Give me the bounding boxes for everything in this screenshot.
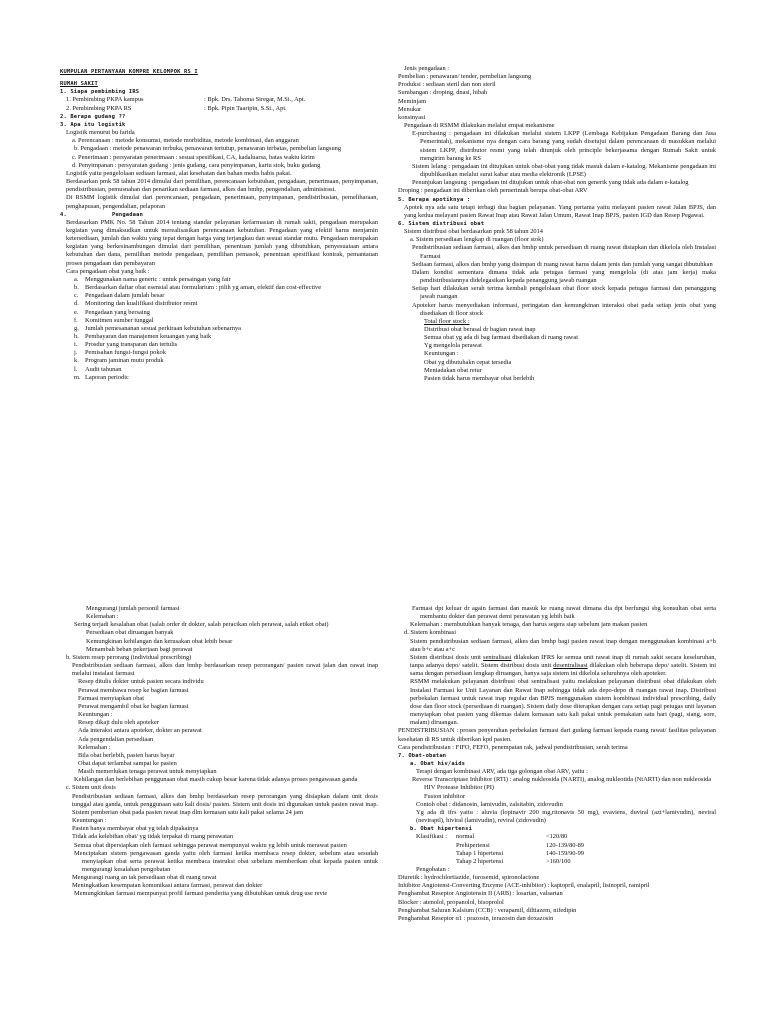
jenis-pengadaan-title: Jenis pengadaan :: [404, 65, 450, 72]
list-marker: b.: [74, 284, 79, 292]
pembimbing-label: 1. Pembimbing PKPA kampus: [66, 96, 144, 104]
logistik-paragraph: Di RSMM logistik dimulai dari perencanaan, pengadaan, penerimaan, penyimpanan, pendistribusian, pemeliharaan, penghapusan, pengendalian, pelaporan: [66, 194, 378, 210]
jenis-pengadaan-line: Pembelian : penawaran/ tender, pembelian langsung: [398, 73, 532, 81]
jenis-pengadaan-line: Meminjam: [398, 97, 427, 105]
pengobatan-label: Pengobatan :: [416, 866, 450, 873]
mekanisme-paragraph: Sistem lelang : pengadaan ini ditujukan untuk obat-obat yang tidak masuk dalam e-katalog. Mekanisme pengadaan ini dipublikasikan melalui surat kabar atau media elektronik (LPSE): [412, 162, 716, 179]
document-title: KUMPULAN PERTANYAAN KOMPRE KELOMPOK RS I: [60, 69, 198, 75]
pendistribusian-paragraph: Cara pendistribusian : FIFO, FEFO, penempatan rak, jadwal pendistribusian, serah terima: [398, 743, 628, 751]
obat-hiv-line: Yg ada di ifrs yaitu : aluvia (lopinavir 200 mg,ritonavis 50 mg), evaviens, duviral (azt+lamivudin), neviral (neviraptl), hiviral (lamivudin), reviral (zidovudin): [416, 808, 716, 825]
klasifikasi-value: 120-139/80-89: [546, 841, 584, 849]
list-item: [60, 276, 378, 284]
section-3-title: 3. Apa itu logistik: [60, 121, 126, 128]
unit-dosis-line: Kelemahan : membutuhkan banyak tenaga, dan harus segera siap sebelum jam makan pasien: [410, 621, 648, 629]
logistik-item: c. Penerimaan : persyaratan penerimaan : sesuai spesifikasi, CA, kadaluarsa, batas waktu kirim: [72, 153, 315, 161]
resep-line: Masih memerlukan tenaga perawat untuk menyiapkan: [78, 768, 217, 776]
list-item: [60, 366, 378, 374]
kombinasi-paragraph: RSMM melakukan pelayanan distribusi obat sentralisasi yaitu melakukan pelayanan distribusi obat dilakukan oleh Instalasi Farmasi ke Unit Layanan dan Rawat Inap sehingga tidak ada depo-depo di ruangan rawat inap. Distribusi perbekalan farmasi untuk rawat inap regular dan BPJS menggunakan sistem kombinasi individual prescribing, daily dose dan floor stock (persediaan di ruangan). Sistem daily dose diterapkan dengan cara setiap pagi petugas unit layanan menyiapkan obat pasien yang dikemas dalam kemasan satu kali pakai untuk pemakaian satu hari (pagi, siang, sore, malam) diruangan.: [410, 678, 716, 727]
logistik-item: d. Penyimpanan : persyaratan gudang : jenis gudang, cara penyimpanan, kartu stok, buku gudang: [72, 161, 321, 169]
list-marker: l.: [74, 365, 78, 373]
floor-stock-line: Menambah beban pekerjaan bagi perawat: [86, 645, 193, 653]
obat-hiv-line: Terapi dengan kombinasi ARV, ada tiga golongan obat ARV, yaitu :: [416, 768, 588, 776]
list-marker: j.: [74, 349, 78, 357]
distribusi-paragraph: Pendistribusian sediaan farmasi, alkes dan bmhp berdasarkan resep perorangan/ pasien rawat jalan dan rawat inap melalui instalasi farmasi: [72, 662, 378, 678]
mekanisme-intro: Pengadaan di RSMM dilakukan melalui empat mekanisme: [404, 122, 555, 130]
list-text: Berdasarkan daftar obat esensial atau formularium : pilih yg aman, efektif dan cost-effective: [85, 284, 322, 292]
pembimbing-row: [60, 105, 378, 113]
list-marker: f.: [74, 316, 78, 324]
distribusi-paragraph: Apoteker harus menyediakan informasi, peringatan dan kemungkinan interaksi obat pada setiap jenis obat yang disediakan di floor stock: [412, 301, 716, 317]
pengadaan-list: [60, 276, 378, 382]
list-marker: i.: [74, 341, 78, 349]
unit-dosis-line: Mengurangi ruang an tak persediaan obat di ruang rawat: [72, 874, 217, 882]
distribusi-subheading: a. Sistem persediaan lengkap di ruangan (floor stok): [410, 236, 544, 244]
section-5-title: 5. Berapa apotiknya :: [398, 196, 471, 203]
logistik-paragraph: Berdasarkan pmk 58 tahun 2014 dimulai dari pemilihan, perencanaan kebutuhan, pengadaan, penerimaan, penyimpanan, pendistribusian, pemusnahan dan penarikan sediaan farmasi, alkes dan bmhp, pengendalian, administrasi.: [66, 178, 378, 194]
distribusi-paragraph: Dalam kondisi sementara dimana tidak ada petugas farmasi yang mengelola (di atas jam kerja) maka pendistribusiannya didelegasikan kepada penanggung jawab ruangan: [412, 268, 716, 285]
unit-dosis-line: Pasien hanya membayar obat yg telah dipakainya: [72, 825, 199, 833]
list-item: [60, 341, 378, 349]
resep-line: Bila obat berlebih, pasien harus bayar: [78, 751, 175, 759]
klasifikasi-row: [398, 850, 716, 858]
left-column-bottom: [60, 605, 378, 899]
mekanisme-paragraph: Penunjukan langsung : pengadaan ini ditujukan untuk obat-obat non generik yang tidak ada dalam e-katalog: [412, 179, 689, 187]
rs-heading: RUMAH SAKIT: [60, 81, 98, 88]
unit-dosis-line: Meningkatkan kesempatan komunikasi antara farmasi, perawat dan dokter: [72, 882, 263, 890]
list-text: Komitmen sumber tunggal: [85, 316, 154, 324]
pengadaan-paragraph: Berdasarkan PMK No. 58 Tahun 2014 tentang standar pelayanan kefarmasian di rumah sakit, pengadaan merupakan kegiatan yang dimaksudkan untuk merealisasikan perencanaan kebutuhan. Pengadaan yang efektif harus menjamin ketersediaan, jumlah dan waktu yang tepat dengan harga yang terjangkau dan sesuai standar mutu. Pengadaan merupakan kegiatan yang berkesinambungan dimulai dari pemilihan, penentuan jumlah yang dibutuhkan, penyesuaiaan antara kebutuhan dan dana, pemilihan metode pengadaan, pemilihan pemasok, penentuan spesifikasi kontrak, pemantauan proses pengadaan dan pembayaran: [66, 218, 378, 267]
section-4-title-row: [60, 211, 378, 219]
floor-stock-line: Pasien tidak harus membayar obat berlebih: [424, 374, 535, 382]
klasifikasi-value: <120/80: [546, 833, 568, 841]
distribusi-subheading: b. Sistem resep perorang (individual prescribing): [66, 653, 192, 661]
floor-stock-line: Keuntungan :: [424, 350, 459, 358]
resep-line: Ada pengendalian persediaan: [78, 735, 154, 743]
obat-hiv-heading: a. Obat hiv/aids: [410, 760, 466, 767]
klasifikasi-value: 140-159/90-99: [546, 849, 584, 857]
list-text: Menggunakan nama generic : untuk persaingan yang fair: [85, 275, 231, 283]
list-item: [60, 292, 378, 300]
klasifikasi-row: [398, 833, 716, 841]
left-column-top: [60, 68, 378, 382]
resep-line: Perawat membawa resep ke bagian farmasi: [78, 686, 189, 694]
obat-hipertensi-line: Inhibitor Angiotensi-Converting Enzyme (ACE-inhibitor) : kaptopril, enalapril, lisinopril, ramipril: [398, 882, 650, 890]
distribusi-paragraph: Setiap hari dilakukan serah terima kembali pengelolaan obat floor stock kepada petugas farmasi dan penanggung jawab ruangan: [412, 285, 716, 301]
apotik-paragraph: Apotek nya ada satu tetapi terbagi dua bagian pelayanan. Yang pertama yaitu melayani pasien rawat Jalan BPJS, dan yang kedua melayani pasien Rawat Inap atau Rawat Jalan Umum, Rawat Inap BPJS, pasien IGD dan Resep Pegawai.: [404, 203, 716, 219]
kombinasi-paragraph: [398, 654, 716, 678]
list-marker: e.: [74, 308, 79, 316]
list-text: Prosdur yang transparan dan tertulis: [85, 341, 178, 349]
kombinasi-paragraph: Sistem pendistribusian sediaan farmasi, alkes dan bmhp bagi pasien rawat inap dengan menggunakan kombinasi a+b atau b+c atau a+c: [410, 637, 716, 653]
list-marker: m.: [74, 373, 81, 381]
list-marker: a.: [74, 275, 79, 283]
unit-dosis-paragraph: Farmasi dpt keluar dr again farmasi dan masuk ke ruang rawat dimana dia dpt berfungsi sbg konsultan obat serta membantu dokter dan perawat demi perawatan yg lebih baik: [412, 605, 716, 621]
logistik-paragraph: Logistik yaitu pengelolaan sediaan farmasi, alat kesehatan dan bahan medis habis pakai.: [66, 169, 292, 177]
resep-line: Perawat mengambil obat ke bagian farmasi: [78, 702, 189, 710]
list-text: Program jaminan mutu produk: [85, 357, 164, 365]
floor-stock-line: Kemungkinan kehilangan dan kerusakan obat lebih besar: [86, 637, 233, 645]
resep-line: Ada interaksi antara apoteker, dokter an perawat: [78, 727, 202, 735]
section-1-title: 1. Siapa pembimbing IRS: [60, 89, 140, 96]
list-item: [60, 325, 378, 333]
list-text: Laporan periodic: [85, 373, 129, 381]
kombinasi-text: dilakukan IFRS ke semua unit rawat inap di rumah sakit secara keseluruhan, tanpa adanya depo/ satelit. Sistem distribusi dosis unit: [410, 653, 716, 670]
pendistribusian-paragraph: PENDISTRIBUSIAN : proses penyerahan perbekalan farmasi dari gudang farmasi kepada ruang rawat/ fasilitas pelayanan kesehatan di RS untuk diberikan kpd pasien.: [398, 727, 716, 743]
list-marker: c.: [74, 292, 79, 300]
klasifikasi-key: normal: [456, 833, 475, 841]
distribusi-subheading: d. Sistem kombinasi: [404, 629, 457, 637]
sentralisasi-term: sentralisasi: [483, 653, 512, 661]
right-column-bottom: [398, 605, 716, 923]
resep-line: Keuntungan :: [78, 711, 113, 719]
list-marker: d.: [74, 300, 79, 308]
distribusi-intro: Sistem distribusi obat berdasarkan pmk 58 tahun 2014: [404, 228, 543, 236]
obat-hiv-line: HIV Protease Inhibitor (PI): [424, 784, 494, 792]
unit-dosis-paragraph: Semua obat dipersiapkan oleh farmasi sehingga perawat mempunyai waktu yg lebih untuk merawat pasien: [74, 841, 347, 849]
section-6-title: 6. Sistem distribusi obat: [398, 220, 485, 227]
list-text: Pembayaran dan manajemen keuangan yang baik: [85, 333, 212, 340]
floor-stock-line: Obat yg dibutuhakn cepat tersedia: [424, 358, 512, 366]
klasifikasi-row: [398, 858, 716, 866]
floor-stock-line: Kelemahan :: [86, 613, 119, 621]
kombinasi-text: dilakukan oleh beberapa depo/ satelit. Sistem ini sama dengan persediaan lengkap diruangan, hanya saja sistem ini dikelola seluruhnya oleh apoteker.: [410, 662, 716, 678]
floor-stock-line: Meniadakan obat retur: [424, 366, 482, 374]
floor-stock-line: Semua obat yg ada di bag farmasi disediakan di ruang rawat: [424, 334, 579, 342]
floor-stock-paragraph: Sering terjadi kesalahan obat (salah order dr dokter, salah peracikan oleh perawat, salah etiket obat): [74, 621, 329, 629]
list-marker: h.: [74, 333, 79, 340]
section-2-title: 2. Berapa gudang ??: [60, 113, 126, 120]
mekanisme-paragraph: E-purchasing : pengadaan ini dilakukan melalui sistem LKPP (Lembaga Kebijakan Pengadaan Barang dan Jasa Pemerintah), mekanisme nya dengan cara barang yang sudah disetujui dalam perencanaan di masukkan melalui sistem LKPP, distributor resmi yang telah ditunjuk oleh principle bekerjasama dengan Rumah Sakit untuk mengirim barang ke RS: [412, 130, 716, 162]
floor-stock-line: Persediaan obat diruangan banyak: [86, 629, 174, 637]
obat-hipertensi-line: Penghambat Reseptor Angiotensin II (ARB) : losartan, valsartan: [398, 890, 563, 898]
distribusi-subheading: c. Sistem unit dosis: [66, 784, 116, 792]
klasifikasi-row: [398, 842, 716, 850]
resep-paragraph: Kehilangan dan berlebihan penggunaan obat masih cukup besar karena tidak adanya proses pengawasan ganda: [74, 776, 358, 784]
floor-stock-line: Yg mengelola perawat: [424, 342, 482, 350]
distribusi-paragraph: Sediaan farmasi, alkes dan bmhp yang disimpan di ruang rawat harus dalam jenis dan jumlah yang sangat dibutuhkan: [412, 260, 713, 268]
obat-hipertensi-heading: b. Obat hipertensi: [410, 826, 473, 833]
obat-hiv-line: Reverse Transcriptase Inhibitor (RTI) : analog nukleosida (NARTI), analog nukleotida (NtARTI) dan non nukleosida: [412, 776, 712, 784]
list-marker: k.: [74, 357, 79, 365]
unit-dosis-line: Tidak ada kelebihan obat/ yg tidak terpakai di ruang perawatan: [72, 833, 234, 841]
jenis-pengadaan-line: konsinyasi: [398, 113, 426, 121]
list-text: Pengadaan yang bersaing: [85, 308, 150, 316]
list-item: [60, 317, 378, 325]
list-item: [60, 300, 378, 308]
mekanisme-paragraph: Droping : pengadaan ini diberikan oleh pemerintah berupa obat-obat ARV: [398, 187, 588, 195]
list-item: [60, 349, 378, 357]
unit-dosis-paragraph: Memungkinkan farmasi mempunyai profil farmasi penderita yang dibutuhkan untuk drug use revie: [74, 890, 328, 898]
obat-hipertensi-line: Penghambat Saluran Kalsium (CCB) : verapamil, diltiazem, nifedipin: [398, 906, 577, 914]
unit-dosis-paragraph: Pendistribusian sediaan farmasi, alkes dan bmhp berdasarkan resep perorangan yang disiapkan dalam unit dosis tunggal atau ganda, untuk penggunaan satu kali dosis/ pasien. Sistem unit dosis ini digunakan untuk pasien rawat inap. Sistem pemberian obat pada pasien rawat inap dlm kemasan satu kali pakai selama 24 jam: [72, 792, 378, 816]
jenis-pengadaan-line: Menukar: [398, 105, 422, 113]
unit-dosis-paragraph: Menciptakan sistem pengawasan ganda yaitu oleh farmasi ketika membaca resep dokter, sebelum atau sesudah menyiapkan obat serta perawat ketika membaca instruksi obat sebelum memberikan obat kepada pasien untuk mengurangi kesalahan pengobatan: [74, 849, 378, 873]
section-4-number: 4.: [60, 211, 67, 218]
list-text: Pengadaan dalam jumlah besar: [85, 292, 165, 300]
list-item: [60, 333, 378, 341]
klasifikasi-value: >160/100: [546, 857, 571, 865]
obat-hipertensi-line: Diuretik : hydrochlortiazide, furosemid, spironolactone: [398, 874, 540, 882]
pembimbing-label: 2. Pembimbing PKPA RS: [66, 104, 132, 112]
section-4-title: Pengadaan: [112, 211, 144, 218]
pembimbing-value: : Bpk. Drs. Tahoma Siregar, M.Si., Apt.: [204, 96, 306, 104]
desentralisasi-term: desentralisasi: [553, 662, 588, 670]
klasifikasi-label: Klasifikasi :: [416, 833, 448, 841]
resep-line: Resep dikaji dulu oleh apoteker: [78, 719, 159, 727]
list-text: Pemisahan fungsi-fungsi pokok: [85, 349, 166, 357]
list-item: [60, 357, 378, 365]
jenis-pengadaan-line: Sumbangan : droping, dnasi, hibah: [398, 89, 488, 97]
klasifikasi-key: Tahap 2 hipertensi: [456, 857, 504, 865]
jenis-pengadaan-line: Produksi : sediaan steril dan non steril: [398, 81, 496, 89]
list-text: Audit tahunan: [85, 365, 122, 373]
list-text: Monitoring dan kualifikasi distributor resmi: [85, 300, 198, 308]
obat-hipertensi-line: Penghambat Reseptor α1 : prazosin, terazosin dan doxazosin: [398, 914, 554, 922]
unit-dosis-line: Keuntungan :: [72, 817, 107, 825]
logistik-item: b. Pengadaan : metode penawaran terbuka, penawaran tertutup, penawaran terbatas, pembelian langsung: [74, 145, 342, 153]
resep-line: Farmasi menyiapkan obat: [78, 694, 145, 702]
resep-line: Kelemahan :: [78, 743, 111, 751]
klasifikasi-key: Tahap 1 hipertensi: [456, 849, 504, 857]
section-7-title: 7. Obat-obatan: [398, 752, 447, 759]
list-text: Jumlah pemesananan sesuai perkiraan kebutuhan sebenarnya: [85, 324, 241, 332]
klasifikasi-key: Prehipertensi: [456, 841, 490, 849]
list-item: [60, 374, 378, 382]
pengadaan-intro: Cara pengadaan obat yang baik :: [66, 267, 150, 275]
kombinasi-text: Sistem distribusi dosis unit: [410, 653, 484, 661]
obat-hiv-line: Fusion inhibitor: [424, 792, 466, 800]
obat-hipertensi-line: Blocker : atenolol, propanolol, bisoprolol: [398, 898, 504, 906]
total-floor-stock-label: Total floor stock :: [424, 317, 470, 325]
pembimbing-value: : Bpk. Pipin Taaripin, S.Si., Apt.: [204, 104, 287, 112]
list-marker: g.: [74, 324, 79, 332]
floor-stock-line: Mengurangi jumlah personil farmasi: [86, 605, 180, 612]
pembimbing-row: [60, 96, 378, 104]
list-item: [60, 284, 378, 292]
list-item: [60, 309, 378, 317]
logistik-intro: Logistik menurut bu farida: [66, 129, 135, 137]
resep-line: Obat dapat terlambat sampai ke pasien: [78, 759, 177, 767]
resep-line: Resep ditulis dokter untuk pasien secara individu: [78, 678, 204, 686]
floor-stock-line: Distribusi obat berasal dr bagian rawat inap: [424, 326, 536, 333]
distribusi-paragraph: Pendistribusian sediaan farmasi, alkes dan bmhp untuk persediaan di ruang rawat disiapkan dan dikelola oleh Instalasi Farmasi: [412, 244, 716, 260]
right-column-top: [398, 65, 716, 383]
logistik-item: a. Perencanaan : metode konsumsi, metode morbiditas, metode kombinasi, dan anggaran: [72, 137, 299, 145]
obat-hiv-line: Contoh obat : didanosin, lamivudin, zalsitabin, zidovudin: [416, 800, 563, 808]
